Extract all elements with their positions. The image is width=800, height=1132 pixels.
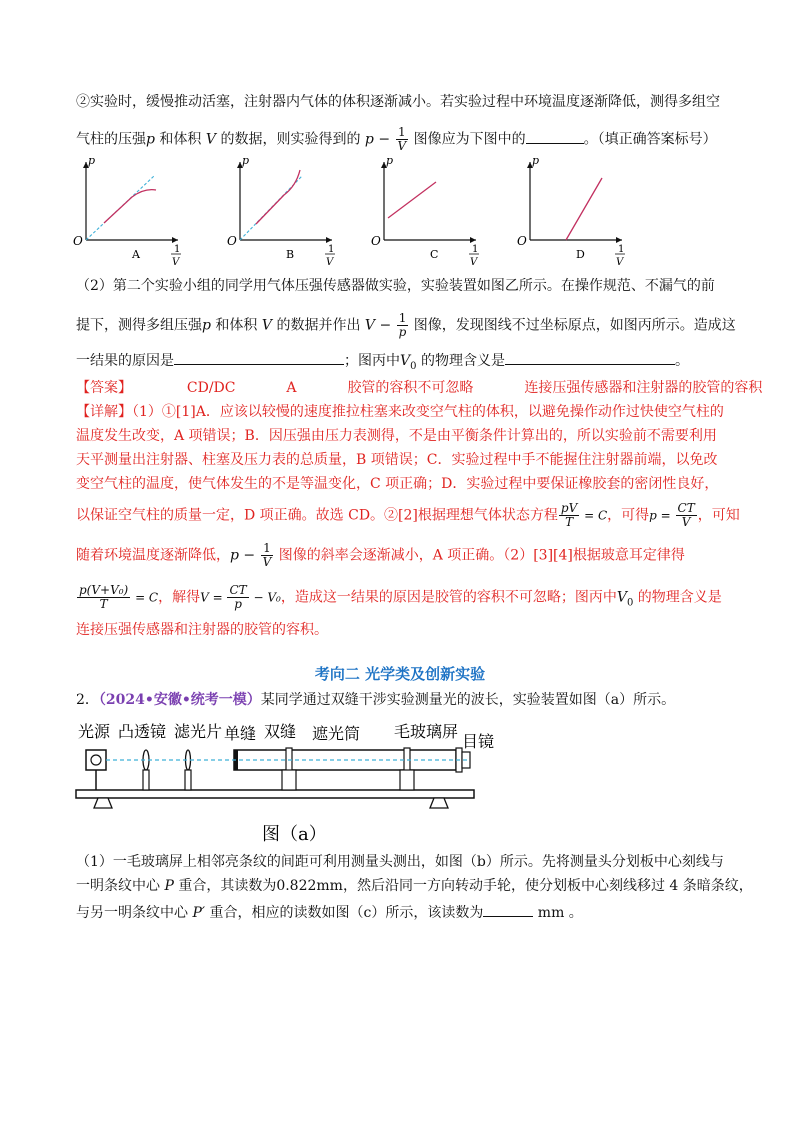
detail-line5 — [76, 502, 740, 529]
frac-num: p(V+V₀) — [79, 583, 129, 597]
label-eyepiece: 目镜 — [462, 732, 495, 751]
origin-label: O — [371, 234, 381, 248]
x-axis-label-den: V — [172, 257, 180, 268]
origin-label: O — [73, 234, 83, 248]
q-part2-line2 — [76, 126, 717, 153]
fraction-ct-over-v — [676, 502, 697, 529]
text: 一明条纹中心 — [76, 878, 165, 894]
graph-a — [73, 154, 181, 268]
text: 。 — [674, 353, 689, 369]
var-v: V — [364, 317, 376, 334]
x-axis-arrow-icon — [616, 237, 622, 243]
text: 气柱的压强 — [76, 131, 146, 148]
question-source: （2024•安徽•统考一模） — [98, 692, 261, 708]
frac-den: V — [681, 515, 691, 529]
answer-4: 连接压强传感器和注射器的胶管的容积 — [524, 380, 763, 396]
var-v: V — [261, 317, 272, 334]
x-axis-label-num: 1 — [328, 244, 335, 255]
var-v0: V — [616, 589, 627, 606]
figure-caption: 图（a） — [262, 824, 327, 842]
var-v0: V — [400, 353, 411, 369]
origin-label: O — [517, 234, 527, 248]
tube-support-right — [400, 770, 414, 790]
x-axis-label-den: V — [616, 257, 624, 268]
subscript-0: 0 — [626, 597, 634, 609]
text: 以保证空气柱的质量一定，D 项正确。故选 CD。②[2]根据理想气体状态方程 — [76, 507, 558, 524]
data-line — [566, 178, 602, 240]
text: − — [238, 547, 260, 564]
answer-blank[interactable] — [526, 129, 584, 144]
reading-value: 0.822mm — [276, 878, 343, 894]
detail-line7 — [76, 584, 722, 613]
section-title: 考向二 光学类及创新实验 — [314, 665, 486, 683]
frac-num: 1 — [261, 542, 274, 556]
frac-num: 1 — [397, 312, 409, 326]
frac-den: T — [565, 515, 574, 529]
answer-1: CD/DC — [186, 380, 236, 396]
graph-label: A — [132, 248, 140, 261]
text: 随着环境温度逐渐降低， — [76, 547, 230, 564]
bulb-icon — [91, 755, 101, 765]
text: p = — [649, 508, 675, 523]
frac-den: T — [99, 597, 108, 611]
text: 重合，相应的读数如图（c）所示，该读数为 — [205, 905, 484, 921]
y-axis-label: p — [386, 154, 394, 167]
reading-blank[interactable] — [483, 902, 533, 917]
var-p: p — [364, 131, 374, 148]
text: ，解得 — [158, 589, 201, 606]
text: 。（填正确答案标号） — [583, 131, 717, 148]
text: ，可得 — [607, 507, 650, 524]
tube-support-left — [282, 770, 296, 790]
text: 温度发生改变，A 项错误；B．因压强由压力表测得，不是由平衡条件计算出的，所以实验前不需要利用 — [76, 428, 717, 444]
text: 图像应为下图中的 — [409, 131, 526, 148]
x-axis-label-num: 1 — [618, 244, 625, 255]
frac-den: V — [262, 555, 272, 569]
fraction-1-over-p — [397, 312, 409, 339]
var-p: p — [230, 547, 239, 564]
answer-2: A — [286, 380, 297, 396]
text: ②实验时，缓慢推动活塞，注射器内气体的体积逐渐减小。若实验过程中环境温度逐渐降低，测得多组空 — [76, 94, 720, 110]
label-single-slit: 单缝 — [224, 724, 257, 743]
text: ，造成这一结果的原因是胶管的容积不可忽略；图丙中 — [280, 589, 617, 606]
text: V = — [200, 590, 227, 605]
text: ，然后沿同一方向转动手轮，使分划板中心刻线移过 4 条暗条纹， — [342, 878, 753, 894]
graph-label: D — [576, 248, 585, 261]
fraction-1-over-v — [396, 126, 409, 153]
text: 和体积 — [210, 317, 262, 334]
text: （1）一毛玻璃屏上相邻亮条纹的间距可利用测量头测出，如图（b）所示。先将测量头分划板中心刻线与 — [76, 854, 724, 870]
frac-den: V — [397, 139, 407, 153]
detail-line6 — [76, 542, 685, 569]
q3-part1-line1 — [76, 852, 724, 872]
frac-num: pV — [560, 501, 578, 515]
text: （1）①[1]A．应该以较慢的速度推拉柱塞来改变空气柱的体积，以避免操作动作过快使空气柱的 — [132, 404, 724, 420]
q3-line1 — [76, 690, 675, 710]
text: 和体积 — [154, 131, 206, 148]
q2-line2 — [76, 312, 736, 339]
graphs-row — [0, 150, 800, 270]
fraction-boyle — [77, 584, 130, 611]
meaning-blank[interactable] — [505, 350, 675, 365]
var-v: V — [205, 131, 216, 148]
optical-bench — [76, 790, 474, 798]
x-axis-arrow-icon — [470, 237, 476, 243]
label-light-source: 光源 — [78, 722, 111, 741]
text: − — [373, 131, 395, 148]
var-p: p — [146, 131, 155, 148]
fraction-pv-over-t — [559, 502, 579, 529]
var-p-prime: P′ — [192, 905, 206, 921]
text: 与另一明条纹中心 — [76, 905, 193, 921]
subscript-0: 0 — [410, 360, 417, 372]
text: 图像的斜率会逐渐减小，A 项正确。（2）[3][4]根据玻意耳定律得 — [274, 547, 685, 564]
reason-blank[interactable] — [174, 350, 344, 365]
text: 某同学通过双缝干涉实验测量光的波长，实验装置如图（a）所示。 — [260, 692, 676, 708]
data-line — [388, 182, 436, 218]
graph-label: B — [286, 248, 295, 261]
label-filter: 滤光片 — [174, 722, 223, 741]
text: ，可知 — [697, 507, 740, 524]
graph-b — [227, 154, 335, 268]
detail-line2 — [76, 426, 717, 446]
answer-label: 【答案】 — [76, 380, 132, 396]
graph-label: C — [430, 248, 439, 261]
text: 连接压强传感器和注射器的胶管的容积。 — [76, 622, 328, 638]
q2-line3 — [76, 350, 689, 377]
q3-part1-line3 — [76, 902, 583, 923]
text: 提下，测得多组压强 — [76, 317, 202, 334]
text: = C — [580, 508, 608, 523]
detail-line8 — [76, 620, 328, 640]
filter-post — [185, 770, 191, 790]
text: 的数据并作出 — [272, 317, 365, 334]
frac-num: CT — [677, 501, 695, 515]
q-part2-line1 — [76, 92, 720, 112]
text: 天平测量出注射器、柱塞及压力表的总质量，B 项错误；C．实验过程中手不能握住注射器前端，以免改 — [76, 452, 718, 468]
bench-foot-right — [430, 798, 448, 808]
data-curve — [256, 170, 300, 224]
text: = C — [131, 590, 159, 605]
text: 变空气柱的温度，使气体发生的不是等温变化，C 项正确；D．实验过程中要保证橡胶套的密闭性良好， — [76, 476, 719, 492]
x-axis-label-num: 1 — [472, 244, 479, 255]
answer-3: 胶管的容积不可忽略 — [347, 380, 474, 396]
graph-d — [517, 154, 625, 268]
graph-c — [371, 154, 479, 268]
var-p: p — [202, 317, 211, 334]
frac-num: CT — [229, 583, 247, 597]
text: − — [375, 317, 396, 334]
frac-den: p — [234, 597, 242, 611]
fraction-ct-over-p — [227, 584, 248, 611]
detail-line3 — [76, 450, 717, 470]
text: 的数据，则实验得到的 — [216, 131, 365, 148]
frac-den: p — [398, 325, 407, 339]
data-curve — [104, 190, 156, 223]
y-axis-label: p — [532, 154, 540, 167]
text: 的物理含义是 — [633, 589, 722, 606]
bench-foot-left — [94, 798, 112, 808]
x-axis-arrow-icon — [326, 237, 332, 243]
text: 一结果的原因是 — [76, 353, 174, 369]
lens-post — [143, 770, 149, 790]
label-shading-tube: 遮光筒 — [312, 724, 361, 743]
label-frosted-screen: 毛玻璃屏 — [394, 722, 459, 741]
text: ；图丙中 — [344, 353, 400, 369]
frac-num: 1 — [396, 126, 409, 140]
y-axis-label: p — [88, 154, 96, 167]
origin-label: O — [227, 234, 237, 248]
text: 重合，其读数为 — [173, 878, 277, 894]
q2-line1 — [76, 276, 715, 296]
question-number: 2． — [76, 692, 99, 708]
text: − V₀ — [249, 590, 281, 605]
detail-label: 【详解】 — [76, 404, 132, 420]
q3-part1-line2 — [76, 876, 753, 896]
label-double-slit: 双缝 — [264, 722, 297, 741]
var-p-point: P — [164, 878, 174, 894]
x-axis-label-num: 1 — [174, 244, 181, 255]
x-axis-label-den: V — [470, 257, 478, 268]
x-axis-arrow-icon — [172, 237, 178, 243]
detail-line1 — [76, 402, 724, 422]
text: 的物理含义是 — [416, 353, 505, 369]
apparatus-figure — [0, 712, 800, 842]
text: （2）第二个实验小组的同学用气体压强传感器做实验，实验装置如图乙所示。在操作规范、不漏气的前 — [76, 278, 715, 294]
fraction-1-over-v — [261, 542, 274, 569]
x-axis-label-den: V — [326, 257, 334, 268]
text: mm 。 — [533, 905, 583, 921]
y-axis-label: p — [242, 154, 250, 167]
detail-line4 — [76, 474, 718, 494]
text: 图像，发现图线不过坐标原点，如图丙所示。造成这 — [409, 317, 736, 334]
label-convex-lens: 凸透镜 — [118, 722, 167, 741]
answer-line — [76, 378, 762, 398]
